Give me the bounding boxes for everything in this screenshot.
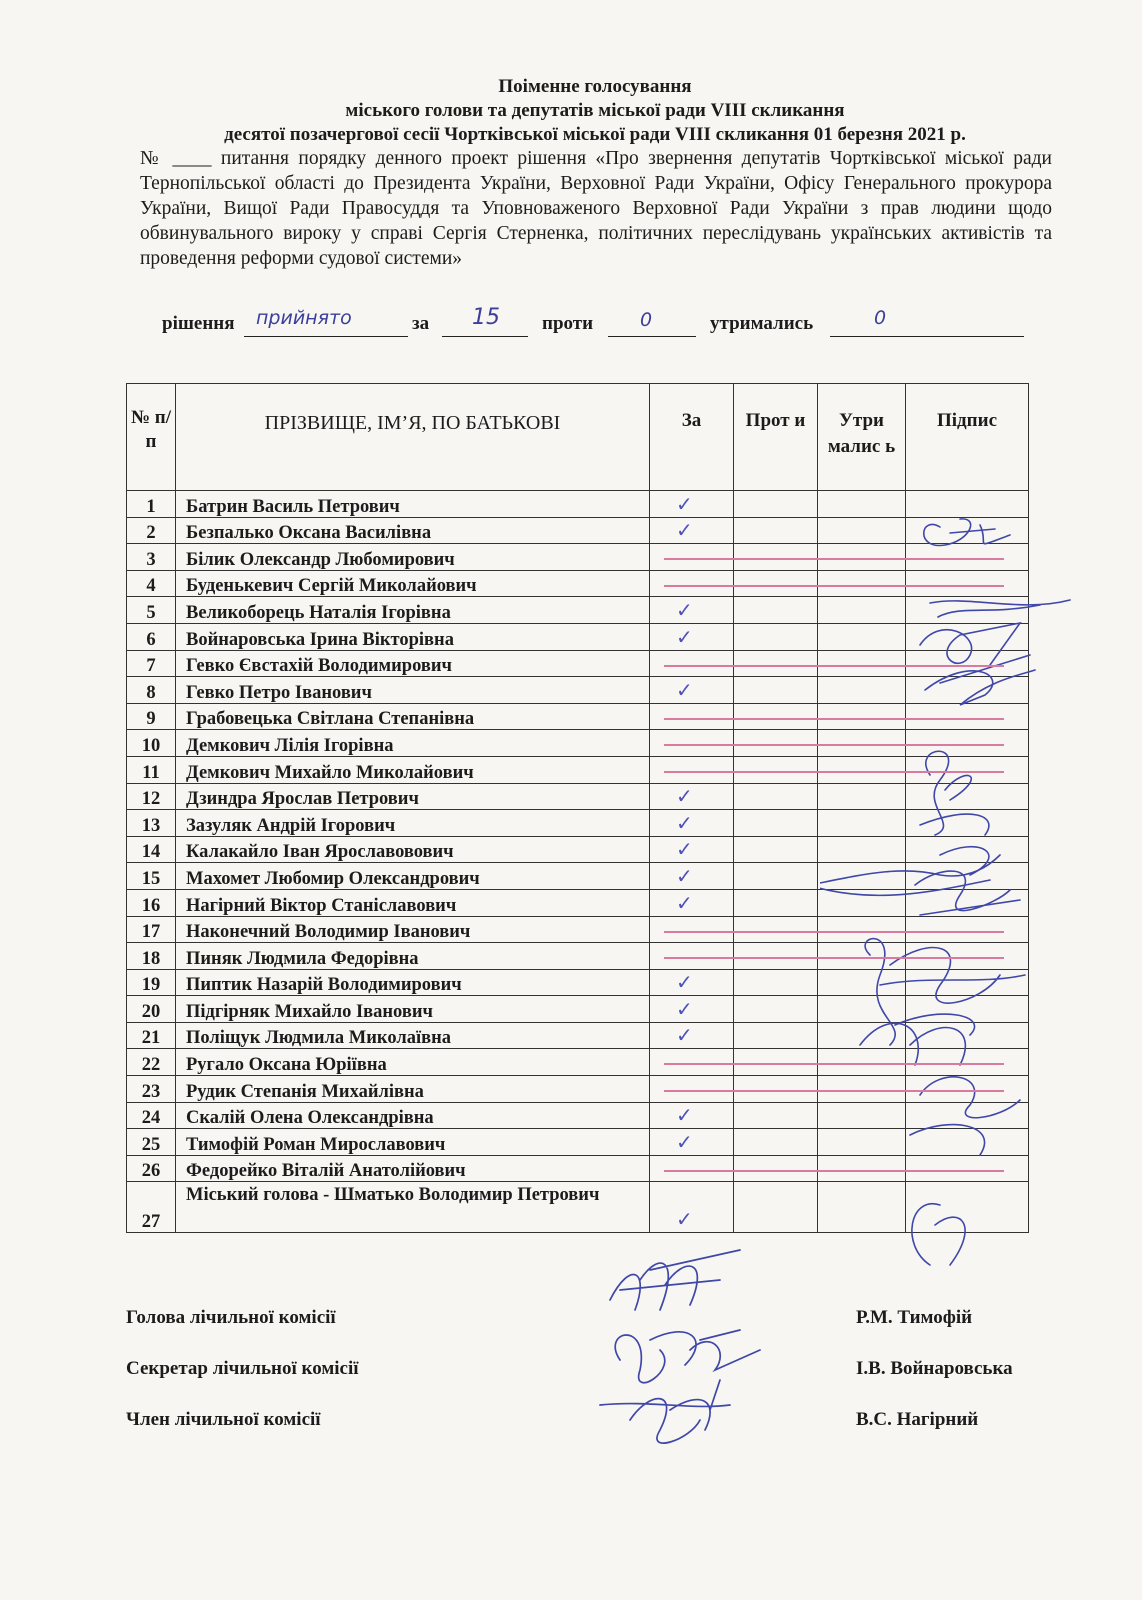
signature-cell [906,1155,1029,1182]
deputy-name: Ругало Оксана Юріївна [176,1049,650,1076]
signature-cell [906,996,1029,1023]
vote-abstain-cell [818,1182,906,1233]
table-row [127,730,1029,757]
deputy-name: Калакайло Іван Ярославовович [176,836,650,863]
vote-abstain-cell [818,623,906,650]
vote-for-cell [650,1182,734,1233]
signature-cell [906,677,1029,704]
row-number: 5 [127,597,176,624]
table-row [127,996,1029,1023]
deputy-name: Безпалько Оксана Василівна [176,517,650,544]
vote-abstain-cell [818,836,906,863]
vote-against-cell [734,810,818,837]
deputy-name: Дзиндра Ярослав Петрович [176,783,650,810]
signature-cell [906,889,1029,916]
abstain-underline [830,336,1024,337]
table-row [127,544,1029,571]
for-underline [442,336,528,337]
table-row [127,1155,1029,1182]
vote-against-cell [734,783,818,810]
deputy-name: Гевко Петро Іванович [176,677,650,704]
vote-abstain-cell [818,943,906,970]
vote-against-cell [734,1129,818,1156]
vote-abstain-cell [818,677,906,704]
signature-cell [906,756,1029,783]
table-row [127,517,1029,544]
vote-abstain-cell [818,1129,906,1156]
table-row [127,491,1029,518]
commission-chair-role: Голова лічильної комісії [126,1307,336,1328]
decision-line [162,305,1062,345]
doc-subtitle: міського голови та депутатів міської ради VIII скликання [345,100,845,121]
commission-signatures [590,1240,840,1460]
deputy-name: Пиптик Назарій Володимирович [176,969,650,996]
table-row [127,863,1029,890]
session-line: десятої позачергової сесії Чортківської міської ради VIII скликання 01 березня 2021 р. [224,124,966,145]
vote-against-cell [734,836,818,863]
vote-for-cell [650,623,734,650]
table-header-row [127,384,1029,491]
vote-for-cell [650,677,734,704]
deputy-name: Скалій Олена Олександрівна [176,1102,650,1129]
vote-for-cell [650,1129,734,1156]
table-row [127,889,1029,916]
vote-against-cell [734,1022,818,1049]
agenda-question: № ____ питання порядку денного проект рішення «Про звернення депутатів Чортківської міської ради Тернопільської області до Президента України, Верховної Ради України, Офісу Генерального прокурора України, Вищої Ради Правосуддя та Уповноваженого Верховної Ради України з прав людини щодо обвинувального вироку у справі Сергія Стерненка, політичних переслідувань українських активістів та проведення реформи судової системи» [140,148,1052,269]
vote-against-cell [734,650,818,677]
vote-for-cell [650,1022,734,1049]
header-num: № п/п [127,384,176,491]
row-number: 15 [127,863,176,890]
vote-for-cell [650,650,734,677]
vote-against-cell [734,517,818,544]
deputy-name: Буденькевич Сергій Миколайович [176,570,650,597]
signature-cell [906,570,1029,597]
vote-for-cell [650,1155,734,1182]
check-mark-icon: ✓ [676,677,693,702]
vote-against-cell [734,1155,818,1182]
decision-underline [244,336,408,337]
deputy-name: Поліщук Людмила Миколаївна [176,1022,650,1049]
table-row [127,703,1029,730]
signature-cell [906,783,1029,810]
signature-cell [906,730,1029,757]
signature-cell [906,597,1029,624]
vote-abstain-cell [818,1049,906,1076]
commission-member-role: Член лічильної комісії [126,1409,321,1430]
check-mark-icon: ✓ [676,597,693,622]
vote-against-cell [734,623,818,650]
row-number: 20 [127,996,176,1023]
vote-against-cell [734,996,818,1023]
vote-against-cell [734,943,818,970]
vote-abstain-cell [818,491,906,518]
row-number: 17 [127,916,176,943]
vote-for-cell [650,969,734,996]
vote-for-cell [650,1076,734,1103]
check-mark-icon: ✓ [676,863,693,888]
against-value: 0 [640,309,653,331]
against-label: проти [542,313,594,334]
vote-against-cell [734,677,818,704]
abstain-value: 0 [874,307,887,329]
vote-for-cell [650,730,734,757]
check-mark-icon: ✓ [676,491,693,516]
commission-secretary-name: І.В. Войнаровська [856,1358,1013,1379]
row-number: 13 [127,810,176,837]
vote-against-cell [734,889,818,916]
signature-cell [906,1022,1029,1049]
vote-table [126,383,1029,1233]
vote-abstain-cell [818,1076,906,1103]
signature-cell [906,517,1029,544]
check-mark-icon: ✓ [676,970,693,995]
against-underline [608,336,696,337]
deputy-name: Рудик Степанія Михайлівна [176,1076,650,1103]
deputy-name: Білик Олександр Любомирович [176,544,650,571]
vote-against-cell [734,756,818,783]
signature-cell [906,969,1029,996]
commission-chair-name: Р.М. Тимофій [856,1307,973,1328]
row-number: 22 [127,1049,176,1076]
vote-for-cell [650,836,734,863]
vote-abstain-cell [818,703,906,730]
check-mark-icon: ✓ [676,624,693,649]
table-row [127,1129,1029,1156]
deputy-name: Демкович Лілія Ігорівна [176,730,650,757]
table-row [127,916,1029,943]
table-row [127,1076,1029,1103]
vote-for-cell [650,1102,734,1129]
signature-cell [906,810,1029,837]
signature-cell [906,916,1029,943]
row-number: 9 [127,703,176,730]
vote-abstain-cell [818,570,906,597]
deputy-name: Зазуляк Андрій Ігорович [176,810,650,837]
vote-table-body [127,491,1029,1233]
vote-against-cell [734,1076,818,1103]
check-mark-icon: ✓ [676,1023,693,1048]
row-number: 16 [127,889,176,916]
row-number: 12 [127,783,176,810]
vote-for-cell [650,943,734,970]
vote-abstain-cell [818,650,906,677]
row-number: 11 [127,756,176,783]
signature-cell [906,863,1029,890]
decision-result: прийнято [256,307,352,329]
vote-for-cell [650,889,734,916]
row-number: 14 [127,836,176,863]
row-number: 4 [127,570,176,597]
vote-abstain-cell [818,863,906,890]
deputy-name: Підгірняк Михайло Іванович [176,996,650,1023]
vote-abstain-cell [818,783,906,810]
signature-cell [906,491,1029,518]
vote-for-cell [650,916,734,943]
table-row [127,623,1029,650]
deputy-name: Великоборець Наталія Ігорівна [176,597,650,624]
vote-abstain-cell [818,916,906,943]
abstain-label: утримались [710,313,814,334]
row-number: 1 [127,491,176,518]
signature-cell [906,836,1029,863]
for-label: за [412,313,430,334]
table-row [127,783,1029,810]
vote-against-cell [734,1049,818,1076]
vote-for-cell [650,517,734,544]
vote-against-cell [734,544,818,571]
check-mark-icon: ✓ [676,1103,693,1128]
deputy-name: Нагірний Віктор Станіславович [176,889,650,916]
signature-cell [906,650,1029,677]
table-row [127,836,1029,863]
header-abstain: Утри малис ь [818,384,906,491]
vote-for-cell [650,597,734,624]
row-number: 2 [127,517,176,544]
vote-for-cell [650,810,734,837]
check-mark-icon: ✓ [676,518,693,543]
vote-abstain-cell [818,810,906,837]
table-row [127,943,1029,970]
table-row [127,1022,1029,1049]
table-row [127,570,1029,597]
vote-against-cell [734,1182,818,1233]
vote-against-cell [734,570,818,597]
vote-for-cell [650,570,734,597]
vote-against-cell [734,863,818,890]
check-mark-icon: ✓ [676,996,693,1021]
vote-for-cell [650,491,734,518]
vote-for-cell [650,703,734,730]
table-row [127,810,1029,837]
deputy-name: Грабовецька Світлана Степанівна [176,703,650,730]
vote-abstain-cell [818,756,906,783]
doc-title: Поіменне голосування [498,76,692,97]
vote-abstain-cell [818,1022,906,1049]
vote-for-cell [650,996,734,1023]
header-signature: Підпис [906,384,1029,491]
row-number: 7 [127,650,176,677]
deputy-name: Міський голова - Шматько Володимир Петрович [176,1182,650,1233]
table-row [127,677,1029,704]
vote-abstain-cell [818,597,906,624]
for-value: 15 [472,305,500,330]
deputy-name: Батрин Василь Петрович [176,491,650,518]
vote-for-cell [650,544,734,571]
row-number: 6 [127,623,176,650]
row-number: 18 [127,943,176,970]
table-row [127,756,1029,783]
deputy-name: Гевко Євстахій Володимирович [176,650,650,677]
vote-abstain-cell [818,730,906,757]
vote-abstain-cell [818,544,906,571]
row-number: 19 [127,969,176,996]
signature-cell [906,1076,1029,1103]
vote-against-cell [734,969,818,996]
vote-abstain-cell [818,517,906,544]
vote-against-cell [734,916,818,943]
table-row [127,597,1029,624]
signature-cell [906,1102,1029,1129]
row-number: 21 [127,1022,176,1049]
row-number: 27 [127,1182,176,1233]
row-number: 3 [127,544,176,571]
vote-against-cell [734,597,818,624]
vote-against-cell [734,1102,818,1129]
vote-abstain-cell [818,969,906,996]
deputy-name: Федорейко Віталій Анатолійович [176,1155,650,1182]
signature-cell [906,703,1029,730]
vote-for-cell [650,1049,734,1076]
check-mark-icon: ✓ [676,1207,693,1232]
deputy-name: Наконечний Володимир Іванович [176,916,650,943]
vote-abstain-cell [818,1102,906,1129]
vote-for-cell [650,783,734,810]
table-row [127,1102,1029,1129]
header-against: Прот и [734,384,818,491]
table-row [127,1182,1029,1233]
signature-cell [906,623,1029,650]
deputy-name: Пиняк Людмила Федорівна [176,943,650,970]
signature-cell [906,1049,1029,1076]
deputy-name: Войнаровська Ірина Вікторівна [176,623,650,650]
vote-against-cell [734,491,818,518]
signature-cell [906,1182,1029,1233]
decision-label: рішення [162,313,235,334]
commission-member-name: В.С. Нагірний [856,1409,979,1430]
deputy-name: Махомет Любомир Олександрович [176,863,650,890]
row-number: 26 [127,1155,176,1182]
row-number: 24 [127,1102,176,1129]
table-row [127,1049,1029,1076]
check-mark-icon: ✓ [676,837,693,862]
signature-cell [906,943,1029,970]
table-row [127,650,1029,677]
row-number: 10 [127,730,176,757]
check-mark-icon: ✓ [676,784,693,809]
signature-cell [906,544,1029,571]
row-number: 25 [127,1129,176,1156]
deputy-name: Тимофій Роман Мирославович [176,1129,650,1156]
table-row [127,969,1029,996]
deputy-name: Демкович Михайло Миколайович [176,756,650,783]
vote-abstain-cell [818,996,906,1023]
check-mark-icon: ✓ [676,890,693,915]
vote-abstain-cell [818,1155,906,1182]
header-name: ПРІЗВИЩЕ, ІМ’Я, ПО БАТЬКОВІ [176,384,650,491]
vote-against-cell [734,703,818,730]
commission-secretary-role: Секретар лічильної комісії [126,1358,359,1379]
vote-for-cell [650,756,734,783]
signature-cell [906,1129,1029,1156]
check-mark-icon: ✓ [676,810,693,835]
vote-for-cell [650,863,734,890]
vote-against-cell [734,730,818,757]
row-number: 8 [127,677,176,704]
check-mark-icon: ✓ [676,1129,693,1154]
row-number: 23 [127,1076,176,1103]
header-for: За [650,384,734,491]
vote-abstain-cell [818,889,906,916]
